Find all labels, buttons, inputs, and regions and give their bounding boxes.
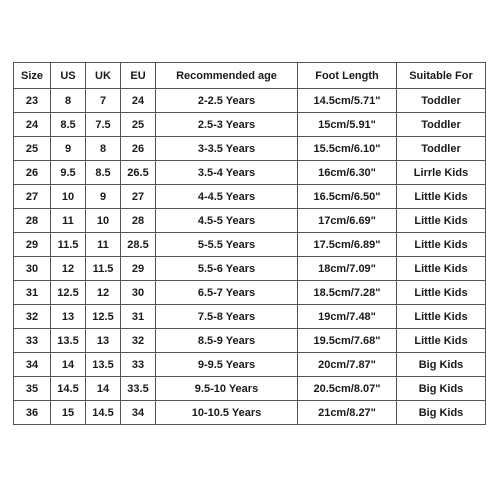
cell-size: 30 [14,257,51,281]
cell-eu: 27 [121,185,156,209]
cell-foot-length: 16.5cm/6.50" [298,185,397,209]
cell-size: 25 [14,137,51,161]
cell-foot-length: 20cm/7.87" [298,353,397,377]
cell-us: 14 [51,353,86,377]
table-row [14,209,486,233]
cell-suitable-for: Lirrle Kids [397,161,486,185]
cell-eu: 32 [121,329,156,353]
cell-recommended-age: 7.5-8 Years [156,305,298,329]
cell-suitable-for: Toddler [397,137,486,161]
cell-recommended-age: 4-4.5 Years [156,185,298,209]
cell-recommended-age: 6.5-7 Years [156,281,298,305]
cell-suitable-for: Little Kids [397,329,486,353]
cell-recommended-age: 9-9.5 Years [156,353,298,377]
cell-uk: 7 [86,89,121,113]
cell-recommended-age: 8.5-9 Years [156,329,298,353]
cell-foot-length: 17cm/6.69" [298,209,397,233]
cell-us: 8 [51,89,86,113]
cell-size: 28 [14,209,51,233]
cell-size: 36 [14,401,51,425]
cell-eu: 33 [121,353,156,377]
cell-us: 8.5 [51,113,86,137]
cell-uk: 8.5 [86,161,121,185]
cell-us: 12 [51,257,86,281]
cell-foot-length: 19.5cm/7.68" [298,329,397,353]
cell-suitable-for: Little Kids [397,281,486,305]
cell-suitable-for: Big Kids [397,353,486,377]
table-row [14,233,486,257]
cell-us: 14.5 [51,377,86,401]
cell-us: 15 [51,401,86,425]
cell-suitable-for: Big Kids [397,377,486,401]
header-uk: UK [86,63,121,89]
cell-uk: 8 [86,137,121,161]
cell-eu: 26 [121,137,156,161]
cell-size: 23 [14,89,51,113]
cell-size: 24 [14,113,51,137]
header-us: US [51,63,86,89]
cell-foot-length: 18cm/7.09" [298,257,397,281]
header-foot-length: Foot Length [298,63,397,89]
cell-recommended-age: 4.5-5 Years [156,209,298,233]
table-body [14,89,486,425]
cell-uk: 9 [86,185,121,209]
cell-us: 9.5 [51,161,86,185]
cell-uk: 11 [86,233,121,257]
cell-eu: 33.5 [121,377,156,401]
cell-foot-length: 14.5cm/5.71" [298,89,397,113]
table-row [14,353,486,377]
cell-uk: 13.5 [86,353,121,377]
cell-suitable-for: Little Kids [397,233,486,257]
cell-uk: 12.5 [86,305,121,329]
cell-eu: 29 [121,257,156,281]
cell-size: 32 [14,305,51,329]
cell-size: 35 [14,377,51,401]
cell-suitable-for: Little Kids [397,305,486,329]
cell-foot-length: 15cm/5.91" [298,113,397,137]
cell-uk: 11.5 [86,257,121,281]
table-row [14,281,486,305]
table-row [14,305,486,329]
cell-foot-length: 16cm/6.30" [298,161,397,185]
table-row [14,329,486,353]
cell-eu: 28 [121,209,156,233]
cell-us: 10 [51,185,86,209]
cell-us: 13.5 [51,329,86,353]
cell-size: 33 [14,329,51,353]
table-row [14,89,486,113]
cell-eu: 34 [121,401,156,425]
cell-eu: 28.5 [121,233,156,257]
cell-foot-length: 18.5cm/7.28" [298,281,397,305]
cell-size: 31 [14,281,51,305]
header-row [14,63,486,89]
table-row [14,257,486,281]
table-row [14,137,486,161]
cell-recommended-age: 10-10.5 Years [156,401,298,425]
cell-us: 13 [51,305,86,329]
cell-size: 29 [14,233,51,257]
cell-size: 26 [14,161,51,185]
cell-eu: 31 [121,305,156,329]
cell-foot-length: 21cm/8.27" [298,401,397,425]
cell-eu: 25 [121,113,156,137]
cell-foot-length: 19cm/7.48" [298,305,397,329]
cell-recommended-age: 2-2.5 Years [156,89,298,113]
header-recommended-age: Recommended age [156,63,298,89]
cell-size: 34 [14,353,51,377]
cell-uk: 12 [86,281,121,305]
cell-uk: 13 [86,329,121,353]
cell-foot-length: 20.5cm/8.07" [298,377,397,401]
cell-size: 27 [14,185,51,209]
cell-suitable-for: Toddler [397,113,486,137]
cell-suitable-for: Big Kids [397,401,486,425]
cell-recommended-age: 3-3.5 Years [156,137,298,161]
cell-eu: 30 [121,281,156,305]
table-row [14,185,486,209]
header-size: Size [14,63,51,89]
cell-uk: 14 [86,377,121,401]
cell-us: 11 [51,209,86,233]
cell-us: 9 [51,137,86,161]
header-suitable-for: Suitable For [397,63,486,89]
table-header [14,63,486,89]
cell-uk: 10 [86,209,121,233]
cell-suitable-for: Little Kids [397,185,486,209]
table-row [14,401,486,425]
table-row [14,161,486,185]
table-row [14,113,486,137]
cell-recommended-age: 9.5-10 Years [156,377,298,401]
cell-recommended-age: 2.5-3 Years [156,113,298,137]
cell-eu: 26.5 [121,161,156,185]
cell-foot-length: 15.5cm/6.10" [298,137,397,161]
table-row [14,377,486,401]
cell-recommended-age: 5-5.5 Years [156,233,298,257]
size-chart-table [13,62,486,425]
cell-suitable-for: Toddler [397,89,486,113]
cell-recommended-age: 3.5-4 Years [156,161,298,185]
cell-suitable-for: Little Kids [397,209,486,233]
cell-us: 12.5 [51,281,86,305]
header-eu: EU [121,63,156,89]
cell-suitable-for: Little Kids [397,257,486,281]
cell-uk: 7.5 [86,113,121,137]
cell-foot-length: 17.5cm/6.89" [298,233,397,257]
cell-recommended-age: 5.5-6 Years [156,257,298,281]
cell-uk: 14.5 [86,401,121,425]
cell-eu: 24 [121,89,156,113]
cell-us: 11.5 [51,233,86,257]
